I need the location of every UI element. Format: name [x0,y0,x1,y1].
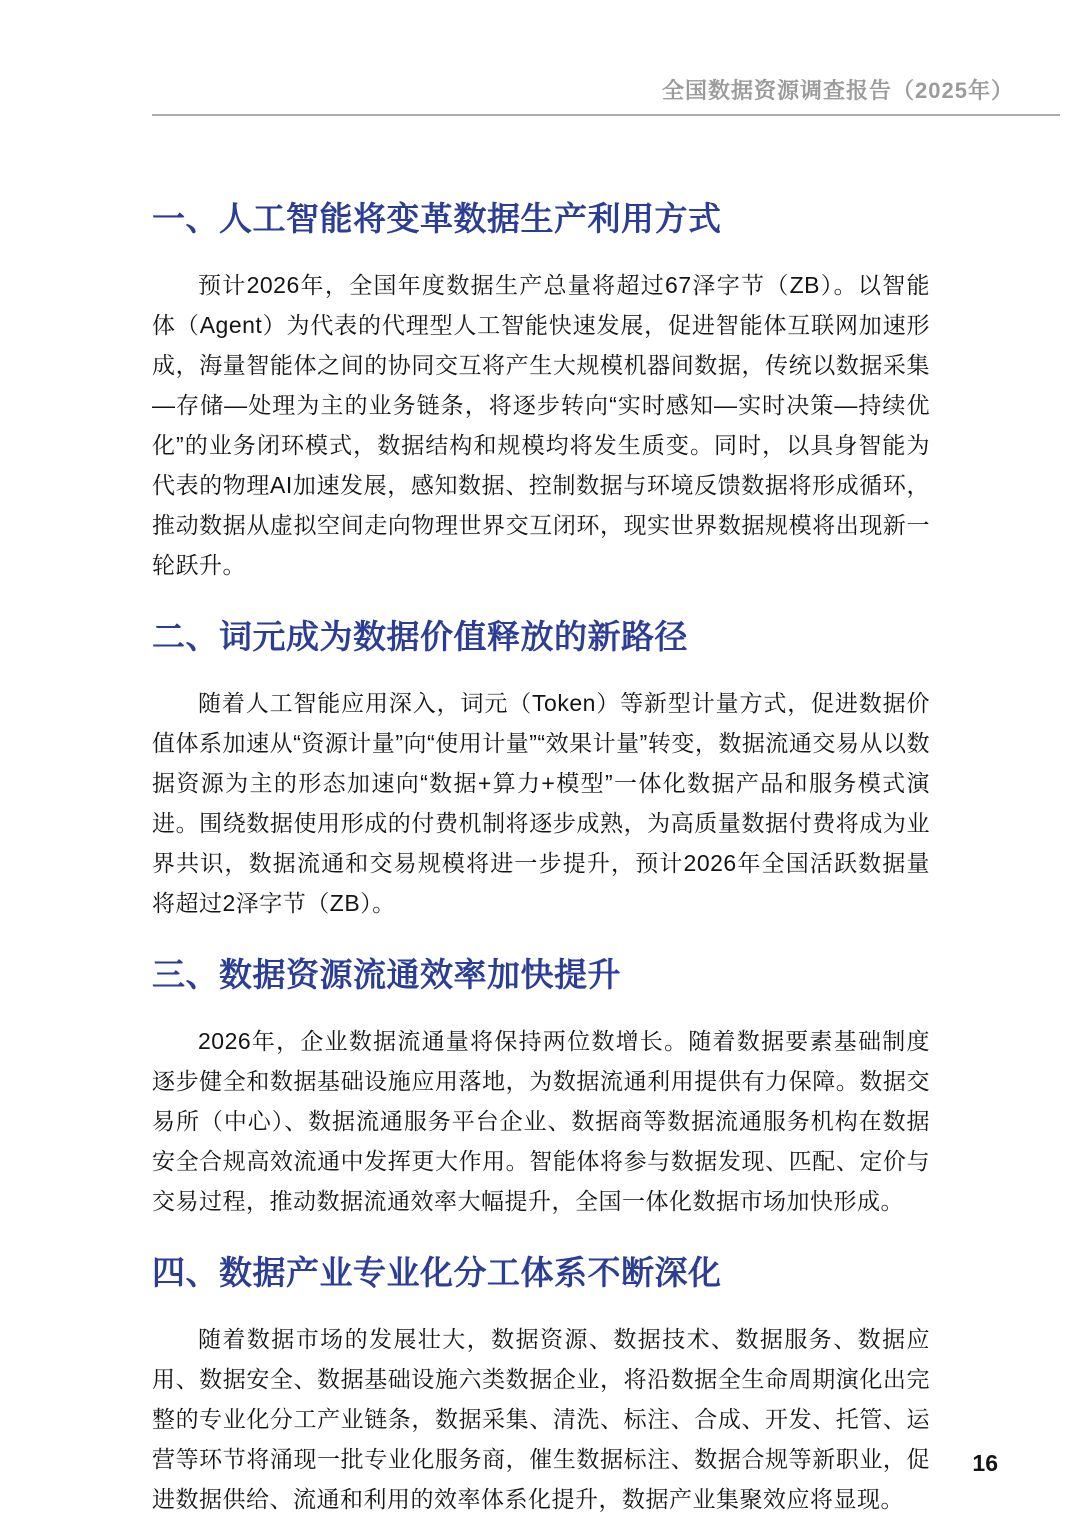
section-4 [152,1251,930,1519]
report-header-title: 全国数据资源调查报告（2025年） [662,78,1014,103]
page-header [152,0,1060,116]
section-3-paragraph: 2026年，企业数据流通量将保持两位数增长。随着数据要素基础制度逐步健全和数据基础设施应用落地，为数据流通利用提供有力保障。数据交易所（中心）、数据流通服务平台企业、数据商等数据流通服务机构在数据安全合规高效流通中发挥更大作用。智能体将参与数据发现、匹配、定价与交易过程，推动数据流通效率大幅提升，全国一体化数据市场加快形成。 [152,1028,930,1214]
section-2 [152,615,930,923]
section-4-heading: 四、数据产业专业化分工体系不断深化 [152,1254,722,1291]
page-number: 16 [972,1450,998,1476]
section-1 [152,197,930,585]
page-content [152,111,930,1519]
section-1-heading: 一、人工智能将变革数据生产利用方式 [152,200,722,237]
section-3 [152,953,930,1221]
section-2-paragraph: 随着人工智能应用深入，词元（Token）等新型计量方式，促进数据价值体系加速从“资源计量”向“使用计量”“效果计量”转变，数据流通交易从以数据资源为主的形态加速向“数据+算力+模型”一体化数据产品和服务模式演进。围绕数据使用形成的付费机制将逐步成熟，为高质量数据付费将成为业界共识，数据流通和交易规模将进一步提升，预计2026年全国活跃数据量将超过2泽字节（ZB）。 [152,690,930,916]
section-3-heading: 三、数据资源流通效率加快提升 [152,956,621,993]
section-4-paragraph: 随着数据市场的发展壮大，数据资源、数据技术、数据服务、数据应用、数据安全、数据基础设施六类数据企业，将沿数据全生命周期演化出完整的专业化分工产业链条，数据采集、清洗、标注、合成、开发、托管、运营等环节将涌现一批专业化服务商，催生数据标注、数据合规等新职业，促进数据供给、流通和利用的效率体系化提升，数据产业集聚效应将显现。 [152,1326,930,1512]
section-1-paragraph: 预计2026年，全国年度数据生产总量将超过67泽字节（ZB）。以智能体（Agent）为代表的代理型人工智能快速发展，促进智能体互联网加速形成，海量智能体之间的协同交互将产生大规模机器间数据，传统以数据采集—存储—处理为主的业务链条，将逐步转向“实时感知—实时决策—持续优化”的业务闭环模式，数据结构和规模均将发生质变。同时，以具身智能为代表的物理AI加速发展，感知数据、控制数据与环境反馈数据将形成循环，推动数据从虚拟空间走向物理世界交互闭环，现实世界数据规模将出现新一轮跃升。 [152,272,930,578]
section-2-heading: 二、词元成为数据价值释放的新路径 [152,618,688,655]
